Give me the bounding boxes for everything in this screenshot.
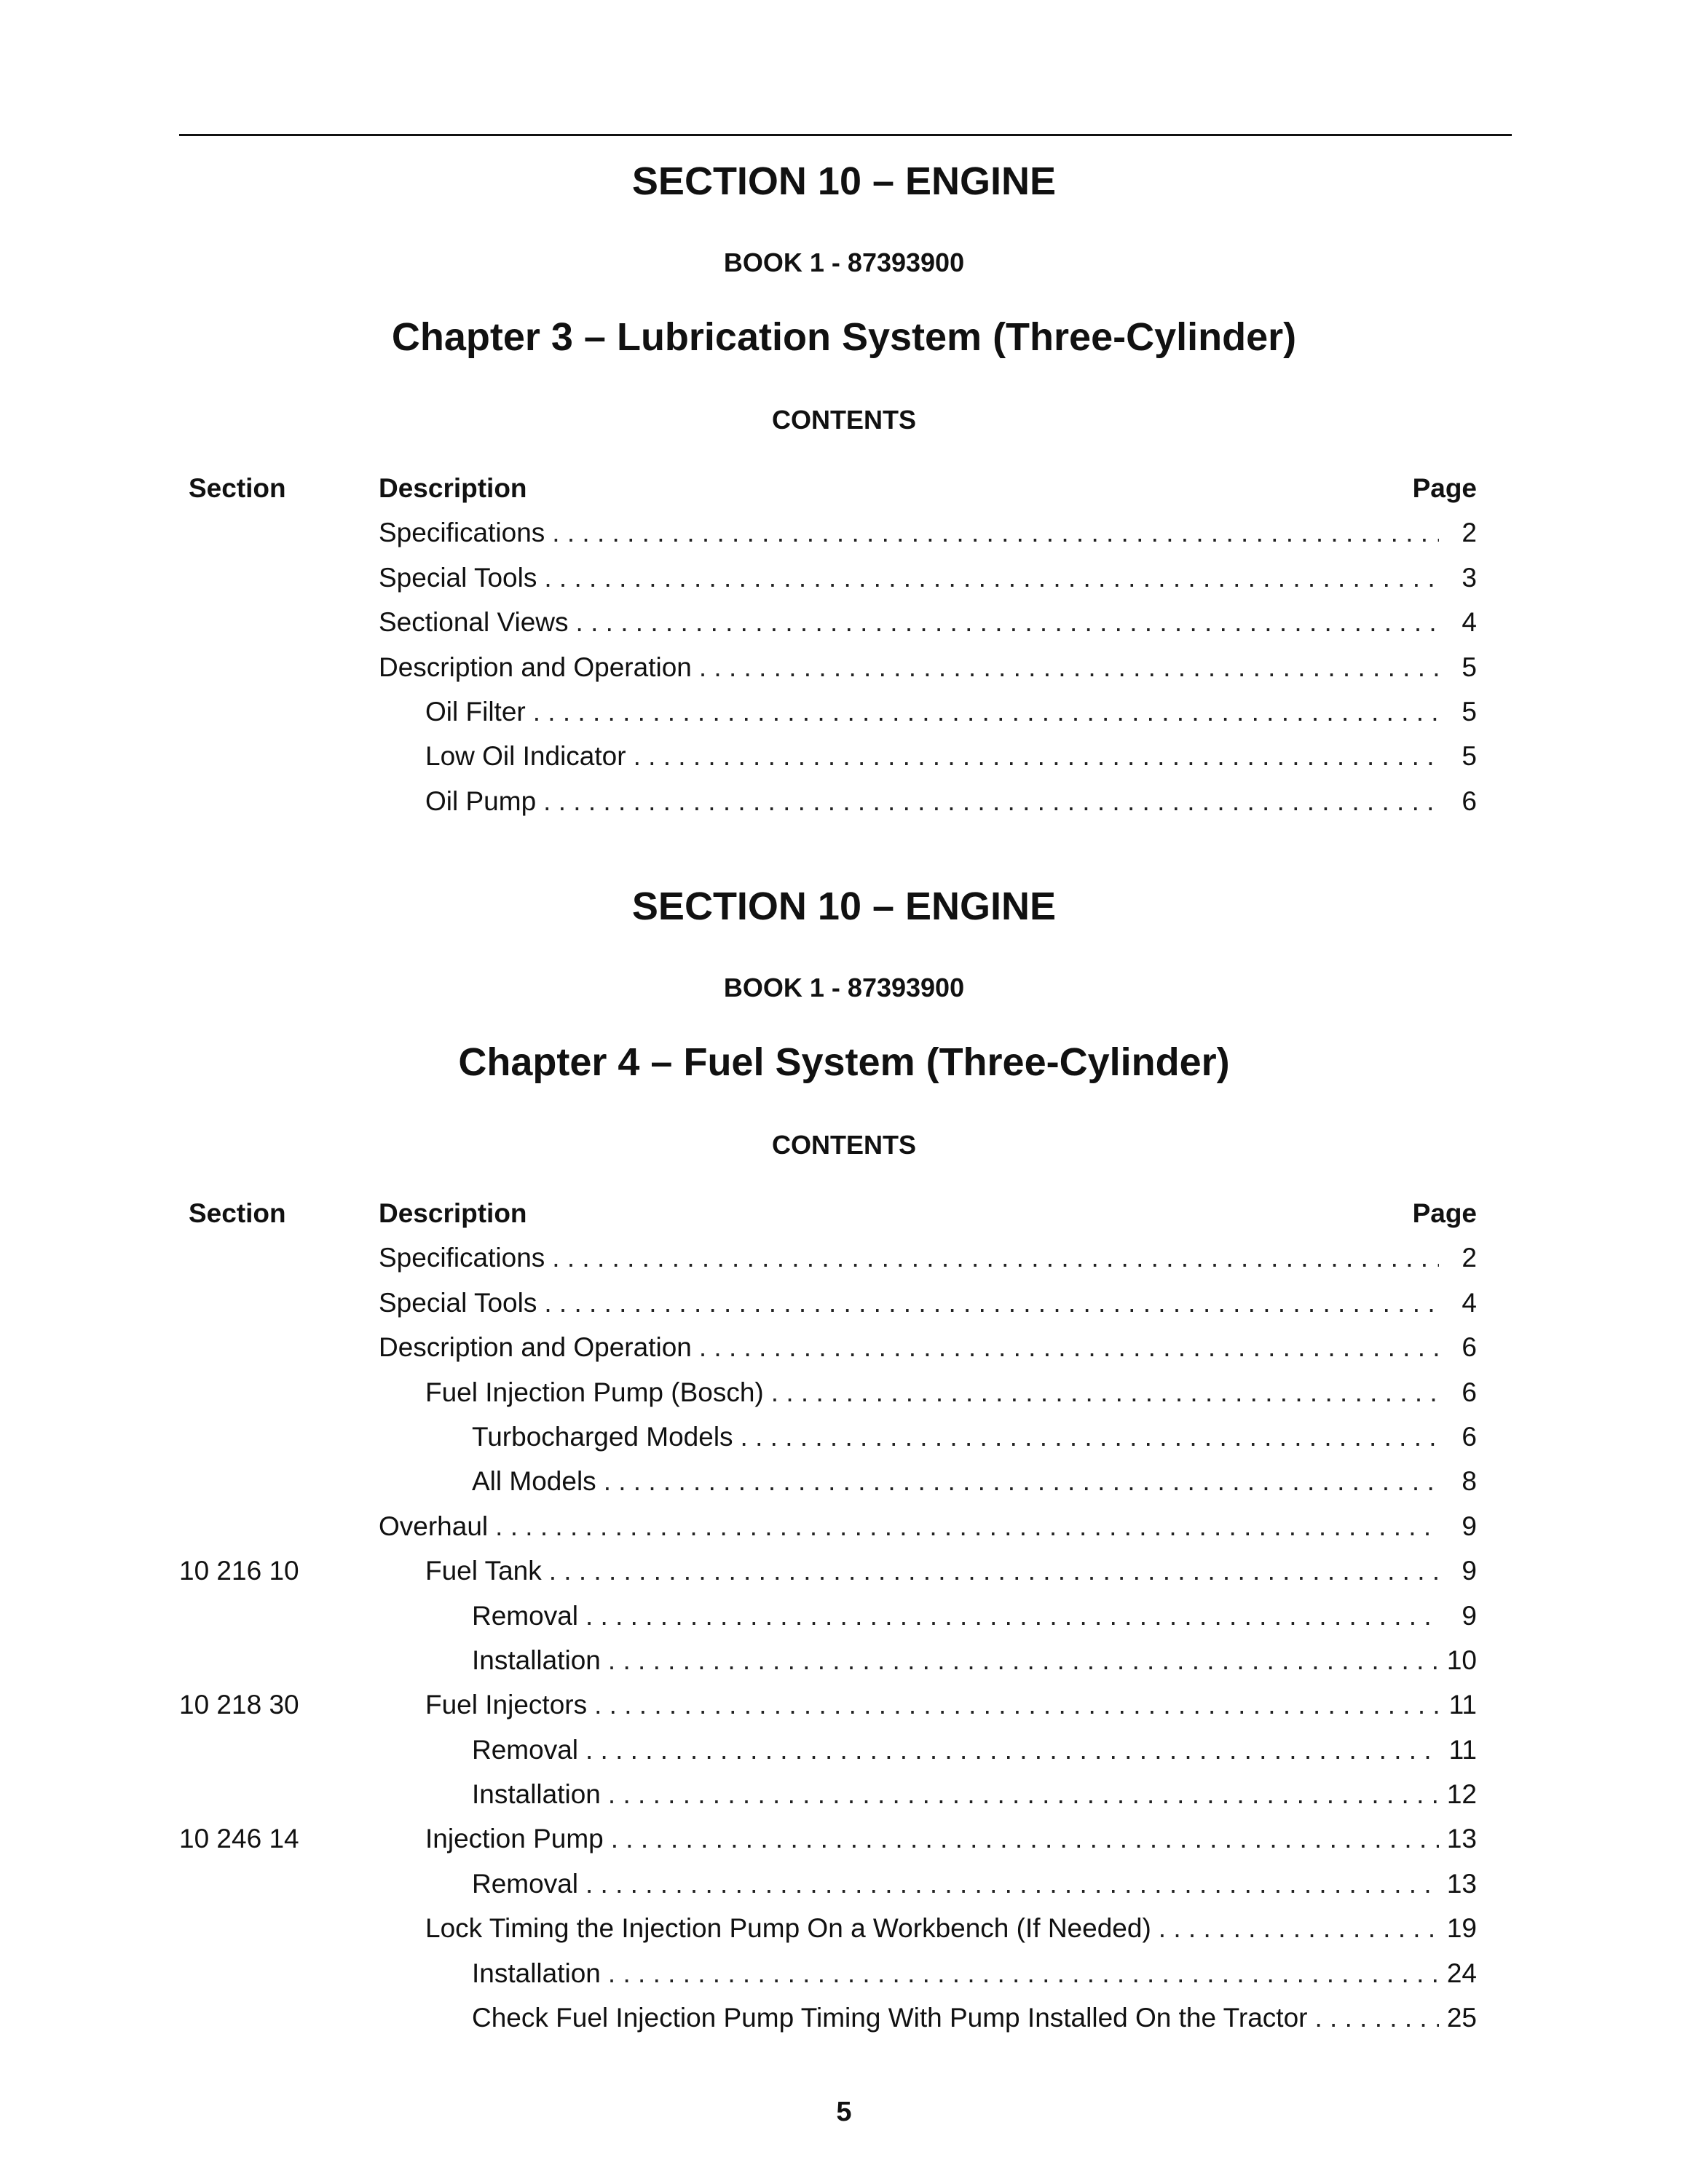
toc-entry bbox=[0, 1415, 1688, 1459]
toc-entry-label: Overhaul bbox=[379, 1511, 489, 1541]
toc-entry-label: Removal bbox=[472, 1734, 578, 1765]
toc-entry-line bbox=[425, 734, 1477, 778]
toc-entry-label: Oil Filter bbox=[425, 696, 526, 727]
toc-entry-page: 5 bbox=[1462, 652, 1477, 682]
section-title: SECTION 10 – ENGINE bbox=[631, 885, 1057, 928]
toc-table-chapter-4 bbox=[0, 1191, 1688, 2040]
dot-leader bbox=[544, 555, 1439, 600]
toc-entry-label: Injection Pump bbox=[425, 1824, 604, 1854]
dot-leader bbox=[594, 1682, 1439, 1727]
toc-entry-page: 13 bbox=[1446, 1868, 1477, 1899]
toc-entry-line bbox=[379, 1235, 1477, 1280]
dot-leader bbox=[549, 1548, 1439, 1593]
toc-entry-label: Check Fuel Injection Pump Timing With Pump Installed On the Tractor bbox=[472, 2003, 1308, 2033]
dot-leader bbox=[576, 600, 1439, 644]
toc-entry-section-code: 10 218 30 bbox=[179, 1690, 299, 1720]
toc-table-chapter-3 bbox=[0, 466, 1688, 823]
toc-entry bbox=[0, 1638, 1688, 1682]
dot-leader bbox=[634, 734, 1439, 778]
dot-leader bbox=[699, 645, 1439, 689]
dot-leader bbox=[608, 1638, 1439, 1682]
toc-entry-line bbox=[472, 1459, 1477, 1503]
toc-header-row bbox=[0, 466, 1688, 510]
toc-entry-page: 11 bbox=[1448, 1734, 1477, 1765]
page-column-header: Page bbox=[1412, 473, 1477, 503]
toc-entry-label: Description and Operation bbox=[379, 1332, 692, 1363]
toc-entry-page: 9 bbox=[1462, 1600, 1477, 1631]
toc-entry-page: 13 bbox=[1446, 1824, 1477, 1854]
block-2-book-wrap bbox=[0, 973, 1688, 1003]
toc-entry bbox=[0, 1995, 1688, 2040]
page-column-header: Page bbox=[1412, 1198, 1477, 1228]
block-2-heading bbox=[0, 884, 1688, 929]
toc-entry-page: 19 bbox=[1446, 1913, 1477, 1944]
toc-entry-line bbox=[425, 689, 1477, 734]
toc-entry-page: 8 bbox=[1462, 1466, 1477, 1497]
toc-entry-page: 4 bbox=[1462, 607, 1477, 638]
toc-entry-label: Special Tools bbox=[379, 1287, 537, 1318]
toc-entry-page: 2 bbox=[1462, 1243, 1477, 1273]
toc-entry-line bbox=[379, 600, 1477, 644]
description-column-header: Description bbox=[379, 1198, 527, 1228]
toc-entry bbox=[0, 1772, 1688, 1816]
toc-entry-label: Turbocharged Models bbox=[472, 1421, 733, 1452]
toc-entry-line bbox=[379, 1281, 1477, 1325]
toc-entry-page: 11 bbox=[1448, 1690, 1477, 1720]
toc-entry-page: 9 bbox=[1462, 1511, 1477, 1541]
block-1-book-wrap bbox=[0, 248, 1688, 278]
book-number: BOOK 1 - 87393900 bbox=[723, 973, 965, 1002]
toc-entry-label: All Models bbox=[472, 1466, 596, 1497]
toc-header-row bbox=[0, 1191, 1688, 1235]
toc-entry-page: 25 bbox=[1446, 2003, 1477, 2033]
dot-leader bbox=[1159, 1906, 1439, 1950]
toc-entry bbox=[0, 1861, 1688, 1906]
block-2-chapter-wrap bbox=[0, 1040, 1688, 1085]
dot-leader bbox=[604, 1459, 1439, 1503]
toc-entry-line bbox=[379, 1325, 1477, 1369]
toc-entry-page: 6 bbox=[1462, 1332, 1477, 1363]
dot-leader bbox=[608, 1951, 1439, 1995]
dot-leader bbox=[1315, 1995, 1440, 2040]
toc-entry-line bbox=[472, 1638, 1477, 1682]
toc-entry-line bbox=[425, 1548, 1477, 1593]
toc-entry-page: 6 bbox=[1462, 1421, 1477, 1452]
chapter-title: Chapter 3 – Lubrication System (Three-Cylinder) bbox=[391, 315, 1297, 359]
toc-entry bbox=[0, 1281, 1688, 1325]
dot-leader bbox=[699, 1325, 1439, 1369]
toc-entry-label: Fuel Injection Pump (Bosch) bbox=[425, 1377, 764, 1407]
block-1-chapter-wrap bbox=[0, 314, 1688, 360]
toc-entry-line bbox=[472, 1772, 1477, 1816]
toc-entry-line bbox=[472, 1594, 1477, 1638]
section-column-header: Section bbox=[189, 473, 286, 503]
toc-entry-label: Specifications bbox=[379, 518, 545, 548]
dot-leader bbox=[552, 1235, 1439, 1280]
contents-heading: CONTENTS bbox=[772, 1130, 916, 1160]
toc-entry-line bbox=[472, 1415, 1477, 1459]
contents-heading: CONTENTS bbox=[772, 405, 916, 435]
toc-entry-line bbox=[425, 1906, 1477, 1950]
toc-entry-label: Special Tools bbox=[379, 562, 537, 593]
toc-entry-label: Oil Pump bbox=[425, 786, 537, 816]
toc-entry-label: Description and Operation bbox=[379, 652, 692, 682]
toc-entry bbox=[0, 600, 1688, 644]
dot-leader bbox=[585, 1728, 1439, 1772]
toc-entry-label: Installation bbox=[472, 1958, 601, 1988]
toc-entry bbox=[0, 1594, 1688, 1638]
toc-entry-line bbox=[472, 1861, 1477, 1906]
toc-entry-label: Installation bbox=[472, 1779, 601, 1810]
dot-leader bbox=[543, 779, 1439, 823]
toc-entry bbox=[0, 510, 1688, 555]
dot-leader bbox=[585, 1861, 1439, 1906]
toc-entry bbox=[0, 1816, 1688, 1861]
toc-entry-page: 2 bbox=[1462, 518, 1477, 548]
toc-entry bbox=[0, 555, 1688, 600]
toc-entry-page: 24 bbox=[1446, 1958, 1477, 1988]
toc-entry-line bbox=[379, 510, 1477, 555]
toc-entry-label: Sectional Views bbox=[379, 607, 569, 638]
toc-entry-line bbox=[425, 1816, 1477, 1861]
description-column-header: Description bbox=[379, 473, 527, 503]
toc-entry-line bbox=[379, 555, 1477, 600]
toc-entry bbox=[0, 645, 1688, 689]
dot-leader bbox=[771, 1370, 1439, 1415]
toc-entry-page: 5 bbox=[1462, 741, 1477, 772]
section-title: SECTION 10 – ENGINE bbox=[631, 159, 1057, 203]
toc-entry-page: 12 bbox=[1446, 1779, 1477, 1810]
toc-entry-page: 10 bbox=[1446, 1645, 1477, 1675]
toc-entry-line bbox=[425, 1370, 1477, 1415]
dot-leader bbox=[608, 1772, 1439, 1816]
toc-entry-line bbox=[472, 1728, 1477, 1772]
toc-entry-label: Removal bbox=[472, 1868, 578, 1899]
toc-entry bbox=[0, 1370, 1688, 1415]
toc-entry bbox=[0, 1951, 1688, 1995]
toc-entry bbox=[0, 734, 1688, 778]
toc-entry-line bbox=[379, 645, 1477, 689]
toc-entry-line bbox=[379, 1504, 1477, 1548]
dot-leader bbox=[741, 1415, 1439, 1459]
toc-entry-page: 6 bbox=[1462, 1377, 1477, 1407]
toc-entry-page: 4 bbox=[1462, 1287, 1477, 1318]
dot-leader bbox=[533, 689, 1439, 734]
toc-entry-line bbox=[472, 1995, 1477, 2040]
page-number: 5 bbox=[836, 2097, 852, 2127]
toc-entry-line bbox=[425, 1682, 1477, 1727]
toc-entry-label: Fuel Injectors bbox=[425, 1690, 588, 1720]
toc-entry-section-code: 10 246 14 bbox=[179, 1824, 299, 1854]
dot-leader bbox=[552, 510, 1439, 555]
toc-entry bbox=[0, 1504, 1688, 1548]
toc-entry bbox=[0, 1682, 1688, 1727]
toc-entry-page: 5 bbox=[1462, 696, 1477, 727]
section-column-header: Section bbox=[189, 1198, 286, 1228]
toc-entry-page: 3 bbox=[1462, 562, 1477, 593]
block-2-contents-wrap bbox=[0, 1130, 1688, 1160]
block-1-heading bbox=[0, 159, 1688, 204]
toc-entry bbox=[0, 689, 1688, 734]
top-rule bbox=[179, 134, 1512, 136]
toc-entry-line bbox=[472, 1951, 1477, 1995]
toc-entry-label: Fuel Tank bbox=[425, 1556, 542, 1586]
toc-entry-line bbox=[425, 779, 1477, 823]
toc-entry bbox=[0, 1459, 1688, 1503]
toc-entry bbox=[0, 1728, 1688, 1772]
toc-entry-label: Low Oil Indicator bbox=[425, 741, 626, 772]
toc-entry-label: Removal bbox=[472, 1600, 578, 1631]
dot-leader bbox=[611, 1816, 1439, 1861]
toc-entry bbox=[0, 1235, 1688, 1280]
toc-entry bbox=[0, 779, 1688, 823]
dot-leader bbox=[585, 1594, 1439, 1638]
toc-entry-section-code: 10 216 10 bbox=[179, 1556, 299, 1586]
book-number: BOOK 1 - 87393900 bbox=[723, 248, 965, 277]
toc-entry bbox=[0, 1548, 1688, 1593]
dot-leader bbox=[544, 1281, 1439, 1325]
toc-entry-label: Lock Timing the Injection Pump On a Workbench (If Needed) bbox=[425, 1913, 1151, 1944]
chapter-title: Chapter 4 – Fuel System (Three-Cylinder) bbox=[458, 1040, 1230, 1084]
toc-entry-page: 6 bbox=[1462, 786, 1477, 816]
toc-entry bbox=[0, 1906, 1688, 1950]
block-1-contents-wrap bbox=[0, 405, 1688, 435]
toc-entry-label: Installation bbox=[472, 1645, 601, 1675]
toc-entry bbox=[0, 1325, 1688, 1369]
toc-entry-label: Specifications bbox=[379, 1243, 545, 1273]
toc-entry-page: 9 bbox=[1462, 1556, 1477, 1586]
dot-leader bbox=[495, 1504, 1439, 1548]
